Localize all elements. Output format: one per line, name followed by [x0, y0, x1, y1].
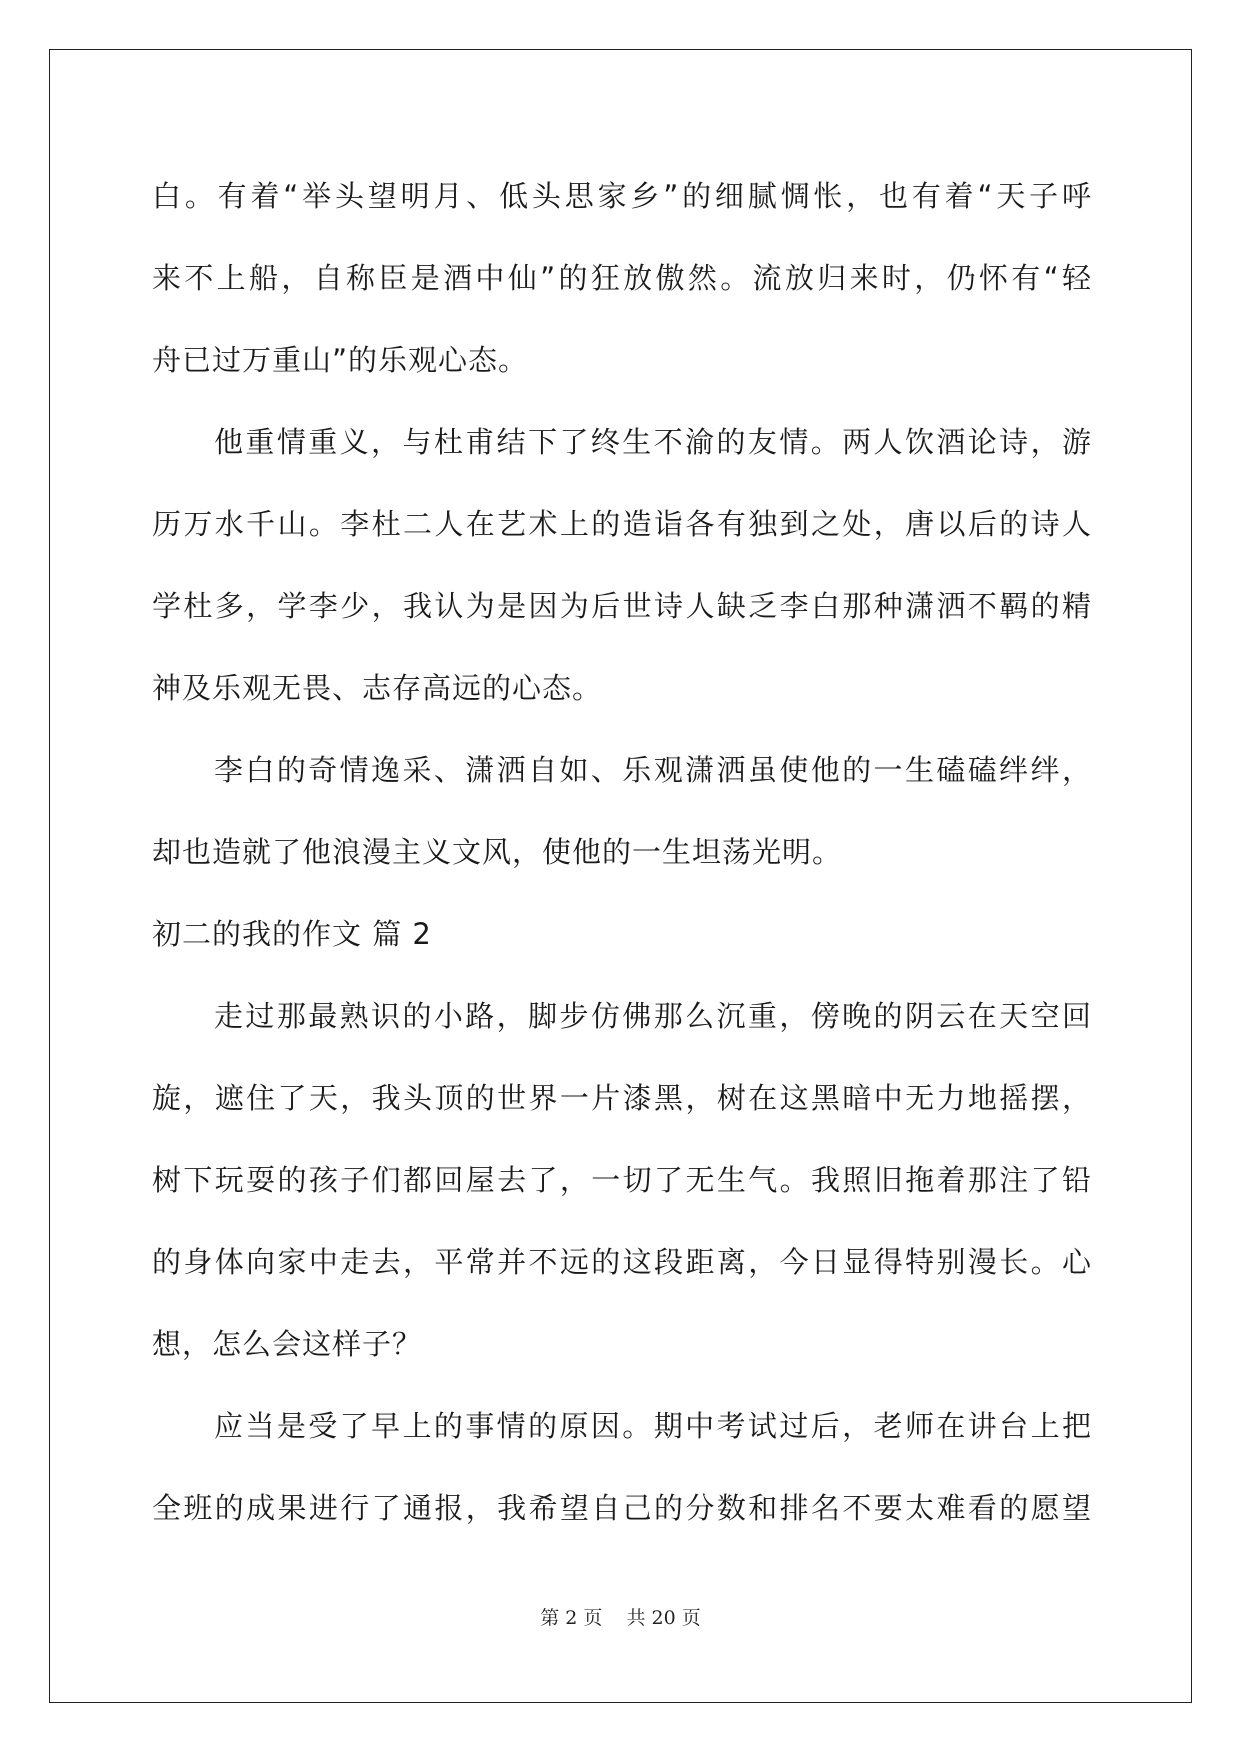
- document-body: [152, 155, 1092, 1549]
- text-line: 旋，遮住了天，我头顶的世界一片漆黑，树在这黑暗中无力地摇摆，: [152, 1081, 1092, 1115]
- text-line: 的身体向家中走去，平常并不远的这段距离，今日显得特别漫长。心: [152, 1245, 1092, 1279]
- paragraph: [152, 155, 1092, 401]
- paragraph: [152, 975, 1092, 1385]
- page-total: 共 20 页: [626, 1607, 701, 1629]
- text-line: 想，怎么会这样子？: [152, 1327, 423, 1361]
- page-footer: [0, 1603, 1241, 1630]
- text-line: 历万水千山。李杜二人在艺术上的造诣各有独到之处，唐以后的诗人: [152, 507, 1092, 541]
- text-line: 走过那最熟识的小路，脚步仿佛那么沉重，傍晚的阴云在天空回: [214, 999, 1092, 1033]
- text-line: 神及乐观无畏、志存高远的心态。: [152, 671, 603, 705]
- text-line: 应当是受了早上的事情的原因。期中考试过后，老师在讲台上把: [214, 1409, 1092, 1443]
- text-line: 树下玩耍的孩子们都回屋去了，一切了无生气。我照旧拖着那注了铅: [152, 1163, 1092, 1197]
- text-line: 学杜多，学李少，我认为是因为后世诗人缺乏李白那种潇洒不羁的精: [152, 589, 1092, 623]
- text-line: 李白的奇情逸采、潇洒自如、乐观潇洒虽使他的一生磕磕绊绊，: [214, 753, 1092, 787]
- text-line: 却也造就了他浪漫主义文风，使他的一生坦荡光明。: [152, 835, 843, 869]
- text-line: 全班的成果进行了通报，我希望自己的分数和排名不要太难看的愿望: [152, 1491, 1092, 1525]
- text-line: 舟已过万重山”的乐观心态。: [152, 343, 529, 377]
- text-line: 白。有着“举头望明月、低头思家乡”的细腻惆怅，也有着“天子呼: [152, 179, 1092, 213]
- paragraph: [152, 401, 1092, 729]
- paragraph: [152, 1385, 1092, 1549]
- paragraph: [152, 729, 1092, 893]
- page-number: 第 2 页: [540, 1607, 603, 1629]
- text-line: 来不上船，自称臣是酒中仙”的狂放傲然。流放归来时，仍怀有“轻: [152, 261, 1092, 295]
- text-line: 他重情重义，与杜甫结下了终生不渝的友情。两人饮酒论诗，游: [214, 425, 1092, 459]
- section-heading: 初二的我的作文 篇 2: [152, 917, 432, 951]
